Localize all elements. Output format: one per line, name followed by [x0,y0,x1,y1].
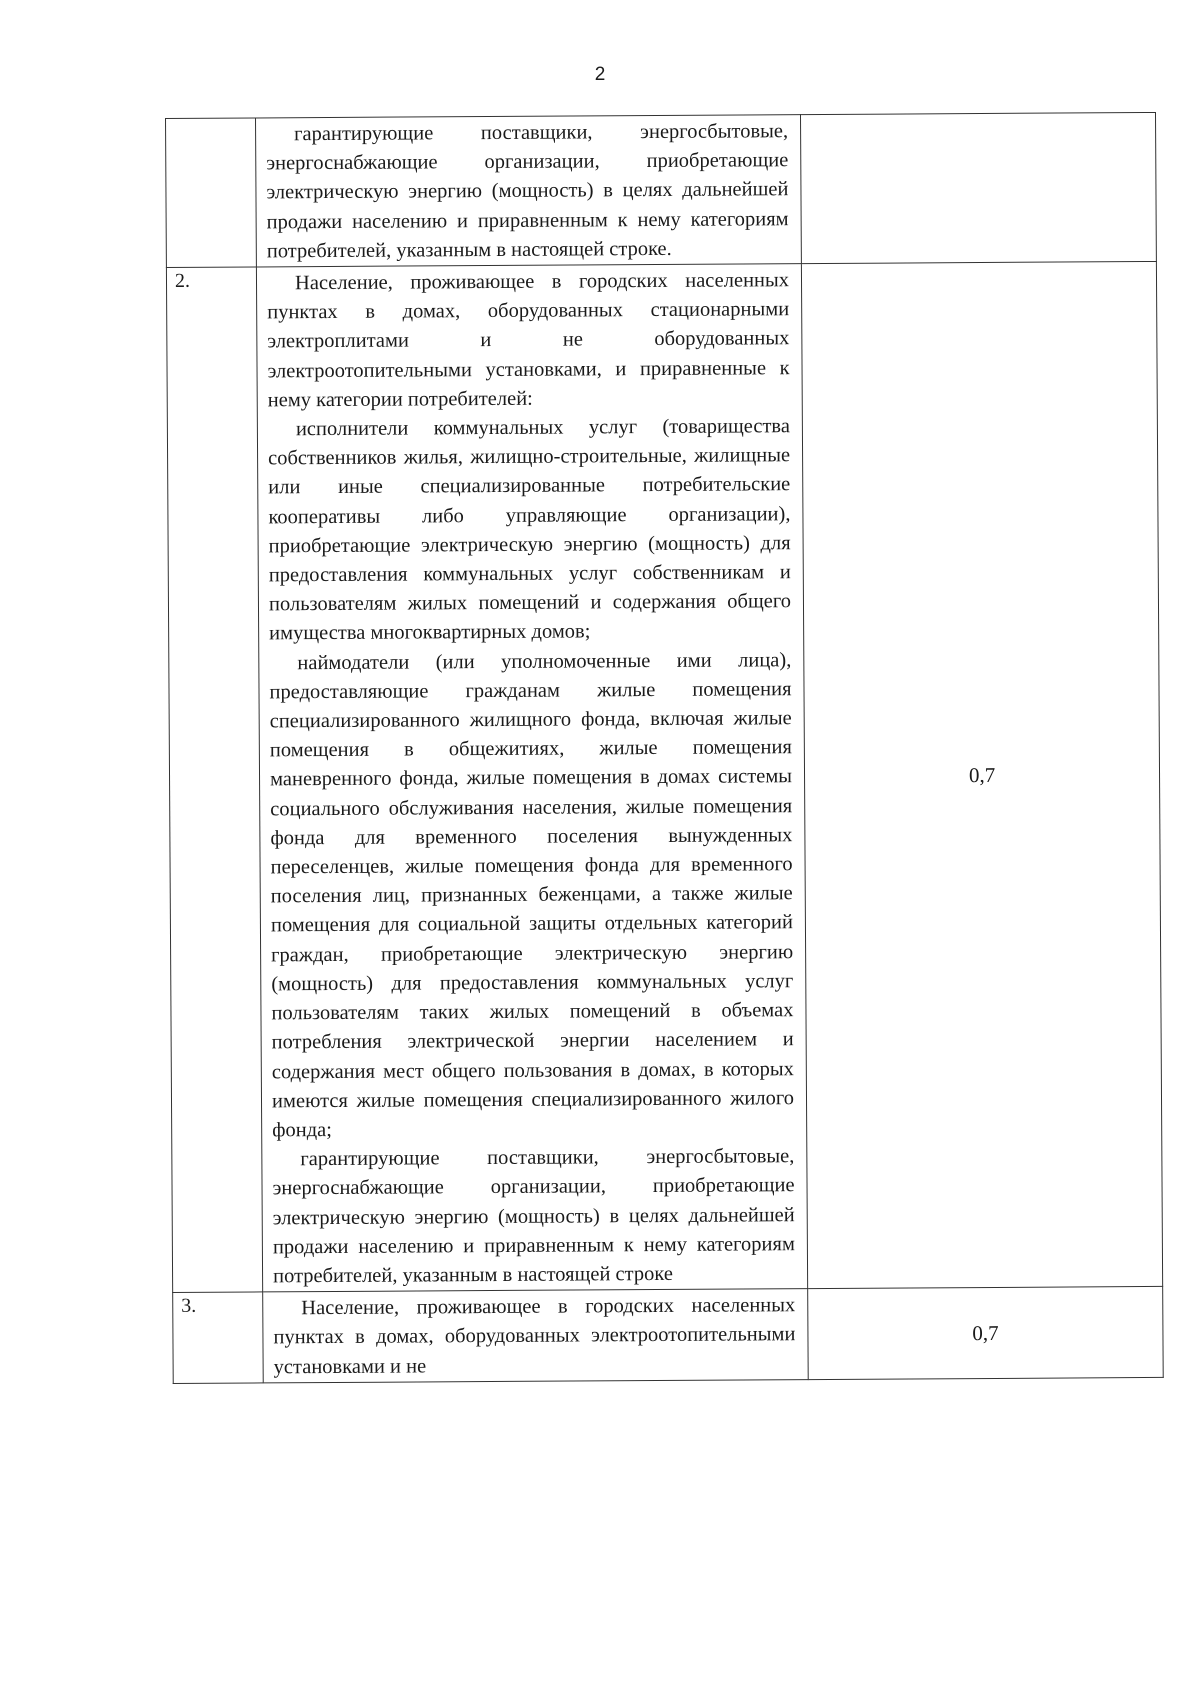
description-paragraph: гарантирующие поставщики, энергосбытовые, энергоснабжающие организации, приобретающие электрическую энергию (мощность) в целях дальнейшей продажи населению и приравненным к нему категориям потребителей, указанным в настоящей строке [272,1145,795,1288]
description-paragraph: исполнители коммунальных услуг (товарищества собственников жилья, жилищно-строительные, жилищные или иные специализированные потребительские кооперативы либо управляющие организации), приобретающие электрическую энергию (мощность) для предоставления коммунальных услуг собственникам и пользователям жилых помещений и содержания общего имущества многоквартирных домов; [268,415,792,645]
table-row [166,261,1162,1292]
table-row [173,1287,1164,1384]
row-description-cell [256,264,807,1292]
description-paragraph: гарантирующие поставщики, энергосбытовые, энергоснабжающие организации, приобретающие электрическую энергию (мощность) в целях дальнейшей продажи населению и приравненным к нему категориям потребителей, указанным в настоящей строке. [266,120,789,263]
description-paragraph: наймодатели (или уполномоченные ими лица), предоставляющие гражданам жилые помещения специализированного жилищного фонда, включая жилые помещения в общежитиях, жилые помещения маневренного фонда, жилые помещения в домах системы социального обслуживания населения, жилые помещения фонда для временного поселения вынужденных переселенцев, жилые помещения фонда для временного поселения лиц, признанных беженцами, а также жилые помещения для социальной защиты отдельных категорий граждан, приобретающие электрическую энергию (мощность) для предоставления коммунальных услуг пользователям таких жилых помещений в объемах потребления электрической энергии населением и содержания мест общего пользования в домах, в которых имеются жилые помещения специализированного жилого фонда; [269,648,795,1142]
row-value-cell: 0,7 [801,261,1162,1288]
page-number: 2 [594,64,606,85]
row-number-cell: 3. [173,1292,264,1384]
row-description-cell [263,1289,809,1383]
row-value-cell [800,112,1156,263]
row-value-cell: 0,7 [808,1287,1164,1380]
tariff-table [165,112,1164,1384]
table-row [166,112,1157,267]
row-number-cell [166,118,257,268]
row-description-cell [256,115,802,267]
description-paragraph: Население, проживающее в городских населенных пунктах в домах, оборудованных стационарными электроплитами и не оборудованных электроотопительными установками, и приравненные к нему категории потребителей: [267,269,790,412]
description-paragraph: Население, проживающее в городских населенных пунктах в домах, оборудованных электроотопительными установками и не [273,1294,796,1378]
row-number-cell: 2. [166,267,262,1293]
